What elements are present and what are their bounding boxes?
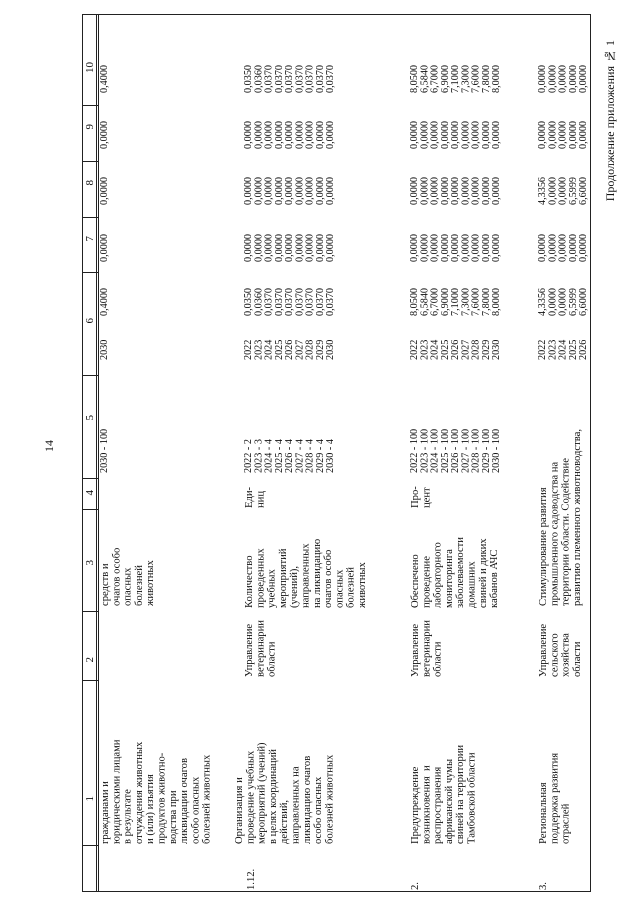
row-1-12-number: 1.12. (246, 868, 257, 890)
hdr-4: 4 (84, 490, 96, 496)
row-3-regional: 4,3356 0,0000 0,0000 6,5999 6,6000 (537, 176, 589, 205)
col-border-f (82, 375, 98, 376)
col-border-c (82, 611, 98, 612)
cont-row-year: 2030 (99, 339, 110, 360)
cont-row-other: 0,4000 (99, 64, 110, 93)
row-3-total: 4,3356 0,0000 0,0000 6,5999 6,6000 (537, 287, 589, 316)
header-row-line (96, 14, 97, 892)
col-border-h (82, 217, 98, 218)
row-2-executor: Управление ветеринарии области (410, 620, 444, 677)
row-2-regional: 0,0000 0,0000 0,0000 0,0000 0,0000 0,0000 0,0000 0,0000 0,0000 (409, 176, 502, 205)
col-border-b (82, 680, 98, 681)
row-1-12-years: 2022 2023 2024 2025 2026 2027 2028 2029 2030 (243, 339, 336, 360)
row-3-years: 2022 2023 2024 2025 2026 (537, 339, 589, 360)
row-3-activity: Региональная поддержка развития отраслей (538, 752, 572, 844)
col-border-a (82, 845, 98, 846)
row-3-federal: 0,0000 0,0000 0,0000 0,0000 0,0000 (537, 233, 589, 262)
row-1-12-regional: 0,0000 0,0000 0,0000 0,0000 0,0000 0,0000 0,0000 0,0000 0,0000 (243, 176, 336, 205)
cont-row-local: 0,0000 (99, 120, 110, 149)
hdr-7: 7 (84, 236, 96, 242)
row-1-12-other: 0,0350 0,0360 0,0370 0,0370 0,0370 0,0370 0,0370 0,0370 0,0370 (243, 64, 336, 93)
row-2-activity: Предупреждение возникновения и распространения африканской чумы свиней на территории Тамбовской области (410, 744, 478, 844)
hdr-2: 2 (84, 657, 96, 663)
col-border-g (82, 272, 98, 273)
row-1-12-unit: Еди- ниц (244, 486, 267, 508)
page-number-label: 14 (42, 440, 56, 452)
row-3-indicator: Стимулирование развития промышленного садоводства на территории области. Содействие развитию племенного животноводства, (538, 429, 583, 606)
table-bottom-edge (82, 891, 591, 892)
hdr-3: 3 (84, 560, 96, 566)
hdr-6: 6 (84, 318, 96, 324)
row-1-12-targets: 2022 - 2 2023 - 3 2024 - 4 2025 - 4 2026 - 4 2027 - 4 2028 - 4 2029 - 4 2030 - 4 (243, 439, 336, 473)
col-border-j (82, 105, 98, 106)
row-2-targets: 2022 - 100 2023 - 100 2024 - 100 2025 - 100 2026 - 100 2027 - 100 2028 - 100 2029 - 100 2030 - 100 (409, 428, 502, 473)
hdr-8: 8 (84, 180, 96, 186)
hdr-1: 1 (84, 796, 96, 802)
col-border-e (82, 478, 98, 479)
cont-row-regional: 0,0000 (99, 176, 110, 205)
table-right-border (590, 14, 591, 892)
hdr-5: 5 (84, 415, 96, 421)
row-3-number: 3. (538, 882, 549, 890)
row-2-years: 2022 2023 2024 2025 2026 2027 2028 2029 2030 (409, 339, 502, 360)
table-left-border (82, 14, 83, 892)
row-2-other: 8,0500 6,5840 6,7000 6,9000 7,1000 7,3000 7,6000 7,8000 8,0000 (409, 64, 502, 93)
continuation-label: Продолжение приложения № 1 (603, 40, 617, 202)
row-3-other: 0,0000 0,0000 0,0000 0,0000 0,0000 (537, 64, 589, 93)
row-1-12-federal: 0,0000 0,0000 0,0000 0,0000 0,0000 0,0000 0,0000 0,0000 0,0000 (243, 233, 336, 262)
col-border-i (82, 161, 98, 162)
cont-row-target: 2030 - 100 (99, 428, 110, 473)
cont-row-total: 0,4000 (99, 287, 110, 316)
row-1-12-local: 0,0000 0,0000 0,0000 0,0000 0,0000 0,0000 0,0000 0,0000 0,0000 (243, 120, 336, 149)
row-1-12-executor: Управление ветеринарии области (244, 620, 278, 677)
row-2-federal: 0,0000 0,0000 0,0000 0,0000 0,0000 0,0000 0,0000 0,0000 0,0000 (409, 233, 502, 262)
hdr-10: 10 (84, 62, 96, 73)
col-border-d (82, 509, 98, 510)
cont-row-activity: гражданами и юридическими лицами в результате отчуждения животных и (или) изъятия продуктов животно- водства при ликвидации очагов особо опасных болезней животных (100, 739, 213, 844)
row-2-local: 0,0000 0,0000 0,0000 0,0000 0,0000 0,0000 0,0000 0,0000 0,0000 (409, 120, 502, 149)
row-3-local: 0,0000 0,0000 0,0000 0,0000 0,0000 (537, 120, 589, 149)
row-1-12-indicator: Количество проведенных учебных мероприятий (учений), направленных на ликвидацию очагов особо опасных болезней животных (244, 538, 368, 608)
cont-row-indicator: средств и очагов особо опасных болезней животных (100, 547, 157, 606)
table-top-edge (82, 14, 591, 15)
row-2-indicator: Обеспечено проведение лабораторного мониторинга заболеваемости домашних свиней и диких кабанов АЧС (410, 537, 501, 608)
row-2-unit: Про- цент (410, 486, 433, 508)
hdr-9: 9 (84, 124, 96, 130)
row-1-12-total: 0,0350 0,0360 0,0370 0,0370 0,0370 0,0370 0,0370 0,0370 0,0370 (243, 287, 336, 316)
row-1-12-activity: Организация и проведение учебных мероприятий (учений) в целях координаций действий, направленных на ликвидацию очагов особо опасных болезней животных (234, 742, 336, 844)
row-2-number: 2. (410, 882, 421, 890)
row-3-executor: Управление сельского хозяйства области (538, 623, 583, 677)
row-2-total: 8,0500 6,5840 6,7000 6,9000 7,1000 7,3000 7,6000 7,8000 8,0000 (409, 287, 502, 316)
cont-row-federal: 0,0000 (99, 233, 110, 262)
